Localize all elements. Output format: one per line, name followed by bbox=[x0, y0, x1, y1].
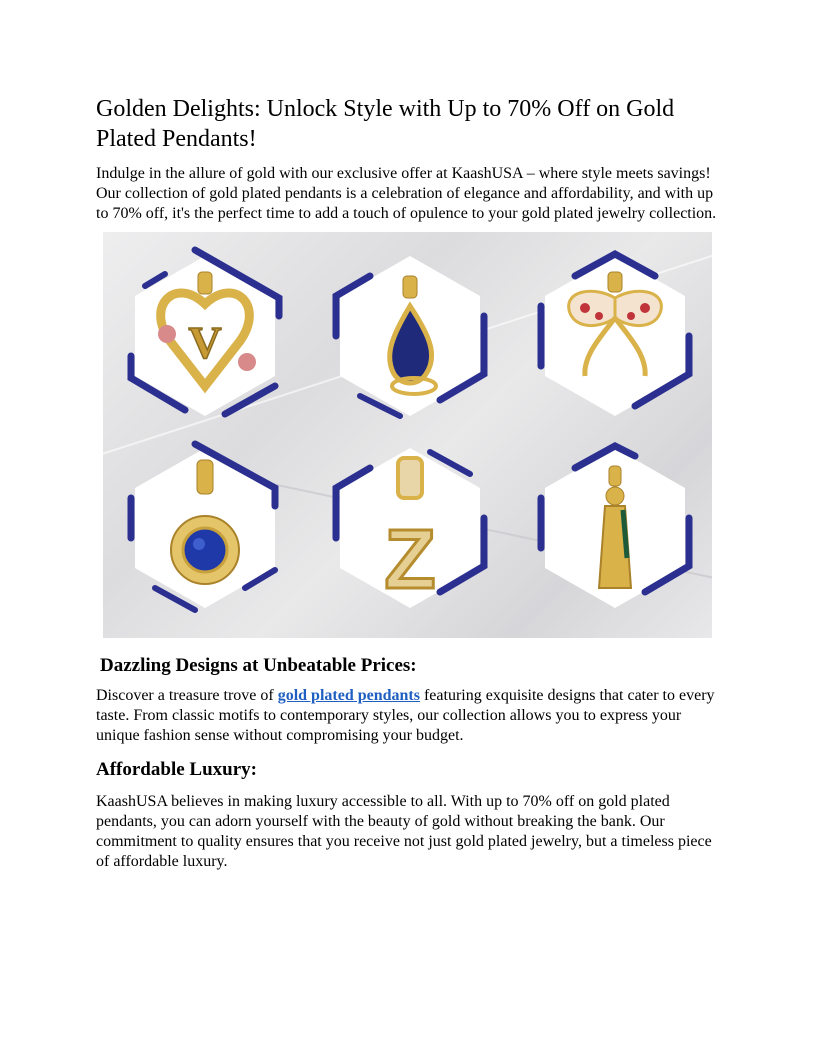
section-heading-dazzling-designs: Dazzling Designs at Unbeatable Prices: bbox=[100, 655, 417, 676]
pendant-letter-v: V bbox=[188, 317, 222, 368]
intro-paragraph: Indulge in the allure of gold with our exclusive offer at KaashUSA – where style meets savings! Our collection of gold plated pendants is a celebration of elegance and affordability, and with up to 70% off, it's the perfect time to add a touch of opulence to your gold plated jewelry collection. bbox=[96, 165, 717, 222]
pendant-saint-figure bbox=[535, 438, 695, 618]
pendant-letter-z bbox=[330, 438, 490, 618]
gold-plated-pendants-link[interactable]: gold plated pendants bbox=[277, 687, 420, 704]
pendant-teardrop-sapphire bbox=[330, 246, 490, 426]
page-title: Golden Delights: Unlock Style with Up to 70% Off on Gold Plated Pendants! bbox=[96, 96, 675, 152]
section-paragraph-dazzling-designs: Discover a treasure trove of gold plated pendants featuring exquisite designs that cater to every taste. From classic motifs to contemporary styles, our collection allows you to express your unique fashion sense without compromising your budget. bbox=[96, 687, 715, 744]
pendant-round-sapphire bbox=[125, 438, 285, 618]
section-paragraph-affordable-luxury: KaashUSA believes in making luxury accessible to all. With up to 70% off on gold plated pendants, you can adorn yourself with the beauty of gold without breaking the bank. Our commitment to quality ensures that you receive not just gold plated jewelry, but a timeless piece of affordable luxury. bbox=[96, 793, 712, 870]
section-heading-affordable-luxury: Affordable Luxury: bbox=[96, 759, 257, 780]
document-page bbox=[96, 94, 720, 872]
pendant-letter-z-glyph: Z bbox=[384, 512, 436, 606]
pendant-collage-image bbox=[103, 232, 712, 638]
pendant-butterfly bbox=[535, 246, 695, 426]
pendant-heart-v bbox=[125, 246, 285, 426]
